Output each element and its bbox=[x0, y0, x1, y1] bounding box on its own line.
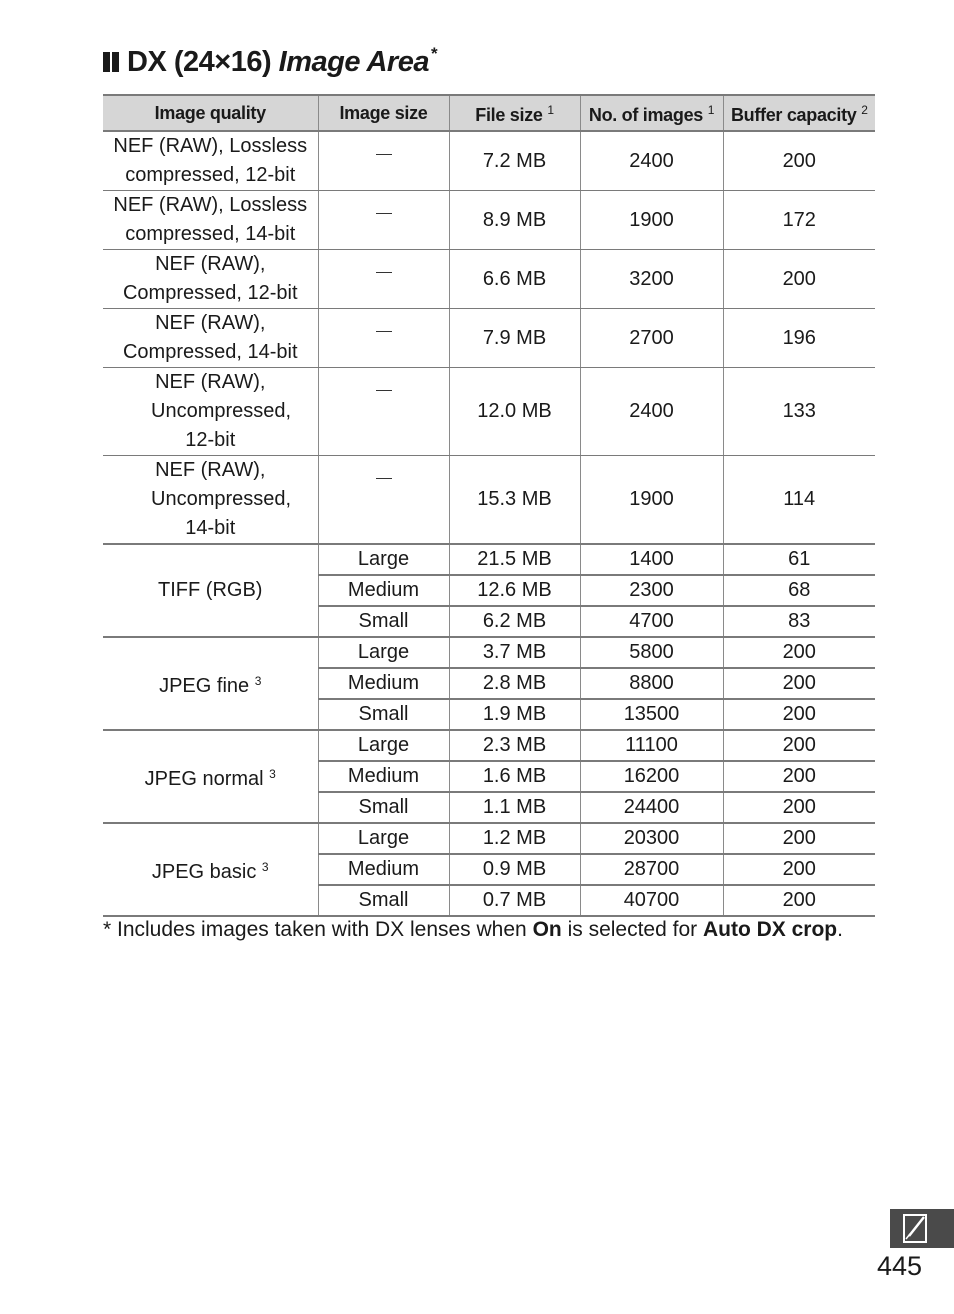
cell-number-of-images: 28700 bbox=[580, 854, 723, 885]
section-heading bbox=[103, 44, 437, 80]
cell-file-size: 1.1 MB bbox=[449, 792, 580, 823]
heading-italic: Image Area bbox=[278, 46, 429, 78]
cell-image-size: Medium bbox=[318, 668, 449, 699]
cell-image-quality bbox=[103, 637, 318, 730]
cell-buffer-capacity: 200 bbox=[723, 250, 875, 309]
cell-image-size bbox=[318, 368, 449, 456]
header-image-size: Image size bbox=[318, 95, 449, 131]
quality-label: TIFF (RGB) bbox=[158, 579, 263, 601]
cell-number-of-images: 8800 bbox=[580, 668, 723, 699]
cell-file-size: 1.9 MB bbox=[449, 699, 580, 730]
cell-number-of-images: 5800 bbox=[580, 637, 723, 668]
cell-image-quality: NEF (RAW), Uncompressed, 14-bit bbox=[103, 456, 318, 545]
cell-file-size: 2.8 MB bbox=[449, 668, 580, 699]
table-body bbox=[103, 131, 875, 916]
cell-image-quality bbox=[103, 823, 318, 916]
cell-number-of-images: 2400 bbox=[580, 131, 723, 191]
quality-label: JPEG fine bbox=[159, 674, 250, 697]
cell-file-size: 0.7 MB bbox=[449, 885, 580, 916]
table-row bbox=[103, 368, 875, 456]
table-row bbox=[103, 250, 875, 309]
cell-file-size: 12.6 MB bbox=[449, 575, 580, 606]
cell-image-quality: NEF (RAW), Lossless compressed, 12-bit bbox=[103, 131, 318, 191]
cell-image-size: Large bbox=[318, 637, 449, 668]
cell-image-size bbox=[318, 456, 449, 545]
cell-image-size: Small bbox=[318, 792, 449, 823]
cell-buffer-capacity: 200 bbox=[723, 699, 875, 730]
table-row bbox=[103, 456, 875, 545]
cell-buffer-capacity: 200 bbox=[723, 823, 875, 854]
cell-number-of-images: 2400 bbox=[580, 368, 723, 456]
cell-image-size: Large bbox=[318, 544, 449, 575]
cell-image-size: Large bbox=[318, 730, 449, 761]
cell-file-size: 2.3 MB bbox=[449, 730, 580, 761]
header-number-of-images: No. of images $^1$ bbox=[580, 95, 723, 131]
cell-image-size: Small bbox=[318, 885, 449, 916]
cell-number-of-images: 2300 bbox=[580, 575, 723, 606]
cell-buffer-capacity: 172 bbox=[723, 191, 875, 250]
cell-image-size: Small bbox=[318, 699, 449, 730]
cell-number-of-images: 24400 bbox=[580, 792, 723, 823]
cell-file-size: 6.2 MB bbox=[449, 606, 580, 637]
cell-file-size: 1.2 MB bbox=[449, 823, 580, 854]
cell-image-size bbox=[318, 309, 449, 368]
cell-image-size bbox=[318, 191, 449, 250]
cell-image-size: Large bbox=[318, 823, 449, 854]
technical-notes-tab-icon bbox=[890, 1209, 954, 1248]
table-row bbox=[103, 730, 875, 761]
cell-number-of-images: 20300 bbox=[580, 823, 723, 854]
cell-image-quality bbox=[103, 544, 318, 637]
cell-buffer-capacity: 200 bbox=[723, 854, 875, 885]
table-row bbox=[103, 131, 875, 191]
cell-number-of-images: 2700 bbox=[580, 309, 723, 368]
cell-number-of-images: 40700 bbox=[580, 885, 723, 916]
quality-footnote: 3 bbox=[254, 673, 262, 688]
dash-mark bbox=[376, 213, 392, 214]
heading-main: DX (24×16) bbox=[127, 46, 272, 78]
table-row bbox=[103, 309, 875, 368]
quality-label: JPEG normal bbox=[144, 767, 264, 790]
cell-buffer-capacity: 83 bbox=[723, 606, 875, 637]
quality-label: JPEG basic bbox=[151, 860, 257, 883]
cell-file-size: 15.3 MB bbox=[449, 456, 580, 545]
cell-buffer-capacity: 196 bbox=[723, 309, 875, 368]
cell-number-of-images: 4700 bbox=[580, 606, 723, 637]
footnote: * Includes images taken with DX lenses when On is selected for Auto DX crop. bbox=[103, 918, 843, 941]
cell-file-size: 7.2 MB bbox=[449, 131, 580, 191]
cell-buffer-capacity: 200 bbox=[723, 637, 875, 668]
quality-footnote: 3 bbox=[261, 859, 269, 874]
table-header-row bbox=[103, 95, 875, 131]
cell-image-size bbox=[318, 131, 449, 191]
cell-buffer-capacity: 114 bbox=[723, 456, 875, 545]
cell-number-of-images: 1400 bbox=[580, 544, 723, 575]
cell-image-quality: NEF (RAW), Compressed, 14-bit bbox=[103, 309, 318, 368]
header-image-quality: Image quality bbox=[103, 95, 318, 131]
cell-buffer-capacity: 200 bbox=[723, 730, 875, 761]
cell-number-of-images: 16200 bbox=[580, 761, 723, 792]
cell-number-of-images: 1900 bbox=[580, 456, 723, 545]
cell-file-size: 21.5 MB bbox=[449, 544, 580, 575]
cell-buffer-capacity: 68 bbox=[723, 575, 875, 606]
cell-buffer-capacity: 200 bbox=[723, 668, 875, 699]
cell-file-size: 1.6 MB bbox=[449, 761, 580, 792]
header-file-size: File size $^1$ bbox=[449, 95, 580, 131]
page-number: 445 bbox=[877, 1251, 923, 1281]
cell-buffer-capacity: 200 bbox=[723, 131, 875, 191]
cell-number-of-images: 1900 bbox=[580, 191, 723, 250]
cell-file-size: 12.0 MB bbox=[449, 368, 580, 456]
table-row bbox=[103, 191, 875, 250]
cell-buffer-capacity: 200 bbox=[723, 792, 875, 823]
dash-mark bbox=[376, 272, 392, 273]
cell-number-of-images: 11100 bbox=[580, 730, 723, 761]
header-buffer-capacity: Buffer capacity $^2$ bbox=[723, 95, 875, 131]
cell-image-size: Small bbox=[318, 606, 449, 637]
cell-buffer-capacity: 200 bbox=[723, 761, 875, 792]
footnote-on: On bbox=[532, 918, 562, 941]
cell-file-size: 6.6 MB bbox=[449, 250, 580, 309]
cell-file-size: 0.9 MB bbox=[449, 854, 580, 885]
section-marker-icon bbox=[103, 47, 121, 80]
heading-footnote-marker: * bbox=[430, 44, 438, 63]
dash-mark bbox=[376, 154, 392, 155]
cell-number-of-images: 3200 bbox=[580, 250, 723, 309]
cell-image-quality: NEF (RAW), Lossless compressed, 14-bit bbox=[103, 191, 318, 250]
cell-image-size: Medium bbox=[318, 854, 449, 885]
cell-file-size: 7.9 MB bbox=[449, 309, 580, 368]
quality-footnote: 3 bbox=[269, 766, 276, 781]
cell-image-quality: NEF (RAW), Uncompressed, 12-bit bbox=[103, 368, 318, 456]
footnote-auto-dx-crop: Auto DX crop bbox=[702, 918, 838, 941]
cell-image-quality: NEF (RAW), Compressed, 12-bit bbox=[103, 250, 318, 309]
cell-image-size: Medium bbox=[318, 575, 449, 606]
table-row bbox=[103, 637, 875, 668]
cell-buffer-capacity: 61 bbox=[723, 544, 875, 575]
dash-mark bbox=[376, 390, 392, 391]
dash-mark bbox=[376, 331, 392, 332]
cell-image-size bbox=[318, 250, 449, 309]
cell-image-size: Medium bbox=[318, 761, 449, 792]
cell-file-size: 8.9 MB bbox=[449, 191, 580, 250]
cell-buffer-capacity: 133 bbox=[723, 368, 875, 456]
cell-file-size: 3.7 MB bbox=[449, 637, 580, 668]
dash-mark bbox=[376, 478, 392, 479]
cell-image-quality bbox=[103, 730, 318, 823]
image-size-table bbox=[103, 94, 875, 917]
cell-number-of-images: 13500 bbox=[580, 699, 723, 730]
table-row bbox=[103, 544, 875, 575]
table-row bbox=[103, 823, 875, 854]
cell-buffer-capacity: 200 bbox=[723, 885, 875, 916]
